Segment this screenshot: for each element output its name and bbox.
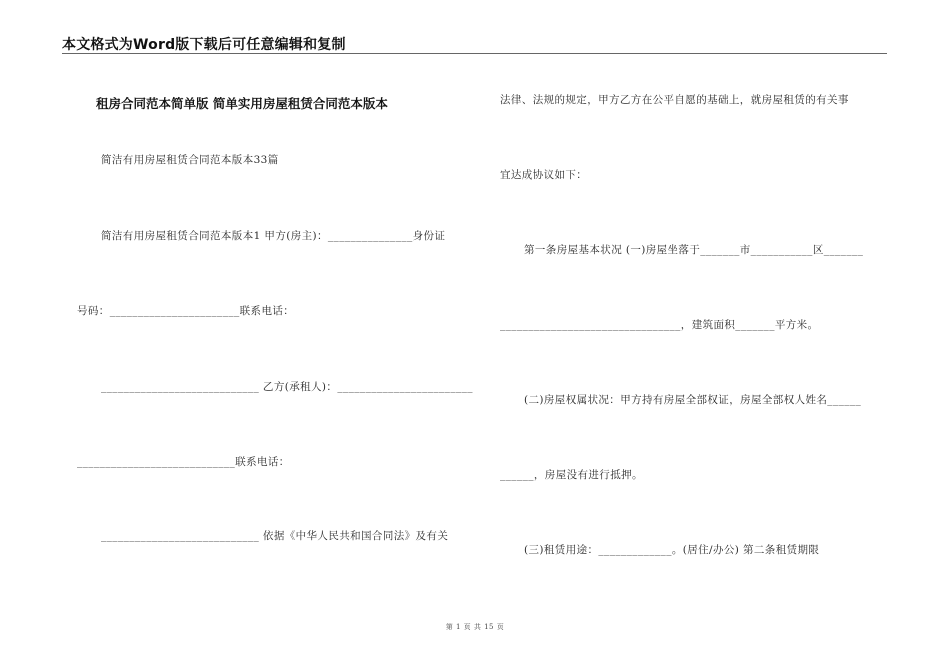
left-line-6: ____________________________ 依据《中华人民共和国合同法》及有关 xyxy=(101,530,449,542)
left-line-1: 简洁有用房屋租赁合同范本版本33篇 xyxy=(101,154,279,166)
header-divider xyxy=(62,53,887,54)
left-line-4: ____________________________ 乙方(承租人)：________________________ xyxy=(101,381,473,393)
right-line-4: ________________________________，建筑面积_______平方米。 xyxy=(500,319,819,331)
right-line-2: 宜达成协议如下： xyxy=(500,169,588,181)
right-line-6: ______，房屋没有进行抵押。 xyxy=(500,469,643,481)
header-title: 本文格式为Word版下载后可任意编辑和复制 xyxy=(62,37,346,53)
left-line-3: 号码：_______________________联系电话： xyxy=(77,305,295,317)
document-title: 租房合同范本简单版 简单实用房屋租赁合同范本版本 xyxy=(96,96,388,111)
right-line-5: (二)房屋权属状况：甲方持有房屋全部权证，房屋全部权人姓名______ xyxy=(524,394,862,406)
left-line-5: ____________________________联系电话： xyxy=(77,456,290,468)
left-line-2: 简洁有用房屋租赁合同范本版本1 甲方(房主)：_______________身份证 xyxy=(101,230,446,242)
right-line-7: (三)租赁用途：_____________。(居住/办公) 第二条租赁期限 xyxy=(524,544,820,556)
page-footer: 第 1 页 共 15 页 xyxy=(445,623,505,631)
right-line-3: 第一条房屋基本状况 (一)房屋坐落于_______市___________区_______ xyxy=(524,244,864,256)
right-line-1: 法律、法规的规定，甲方乙方在公平自愿的基础上，就房屋租赁的有关事 xyxy=(500,94,849,106)
